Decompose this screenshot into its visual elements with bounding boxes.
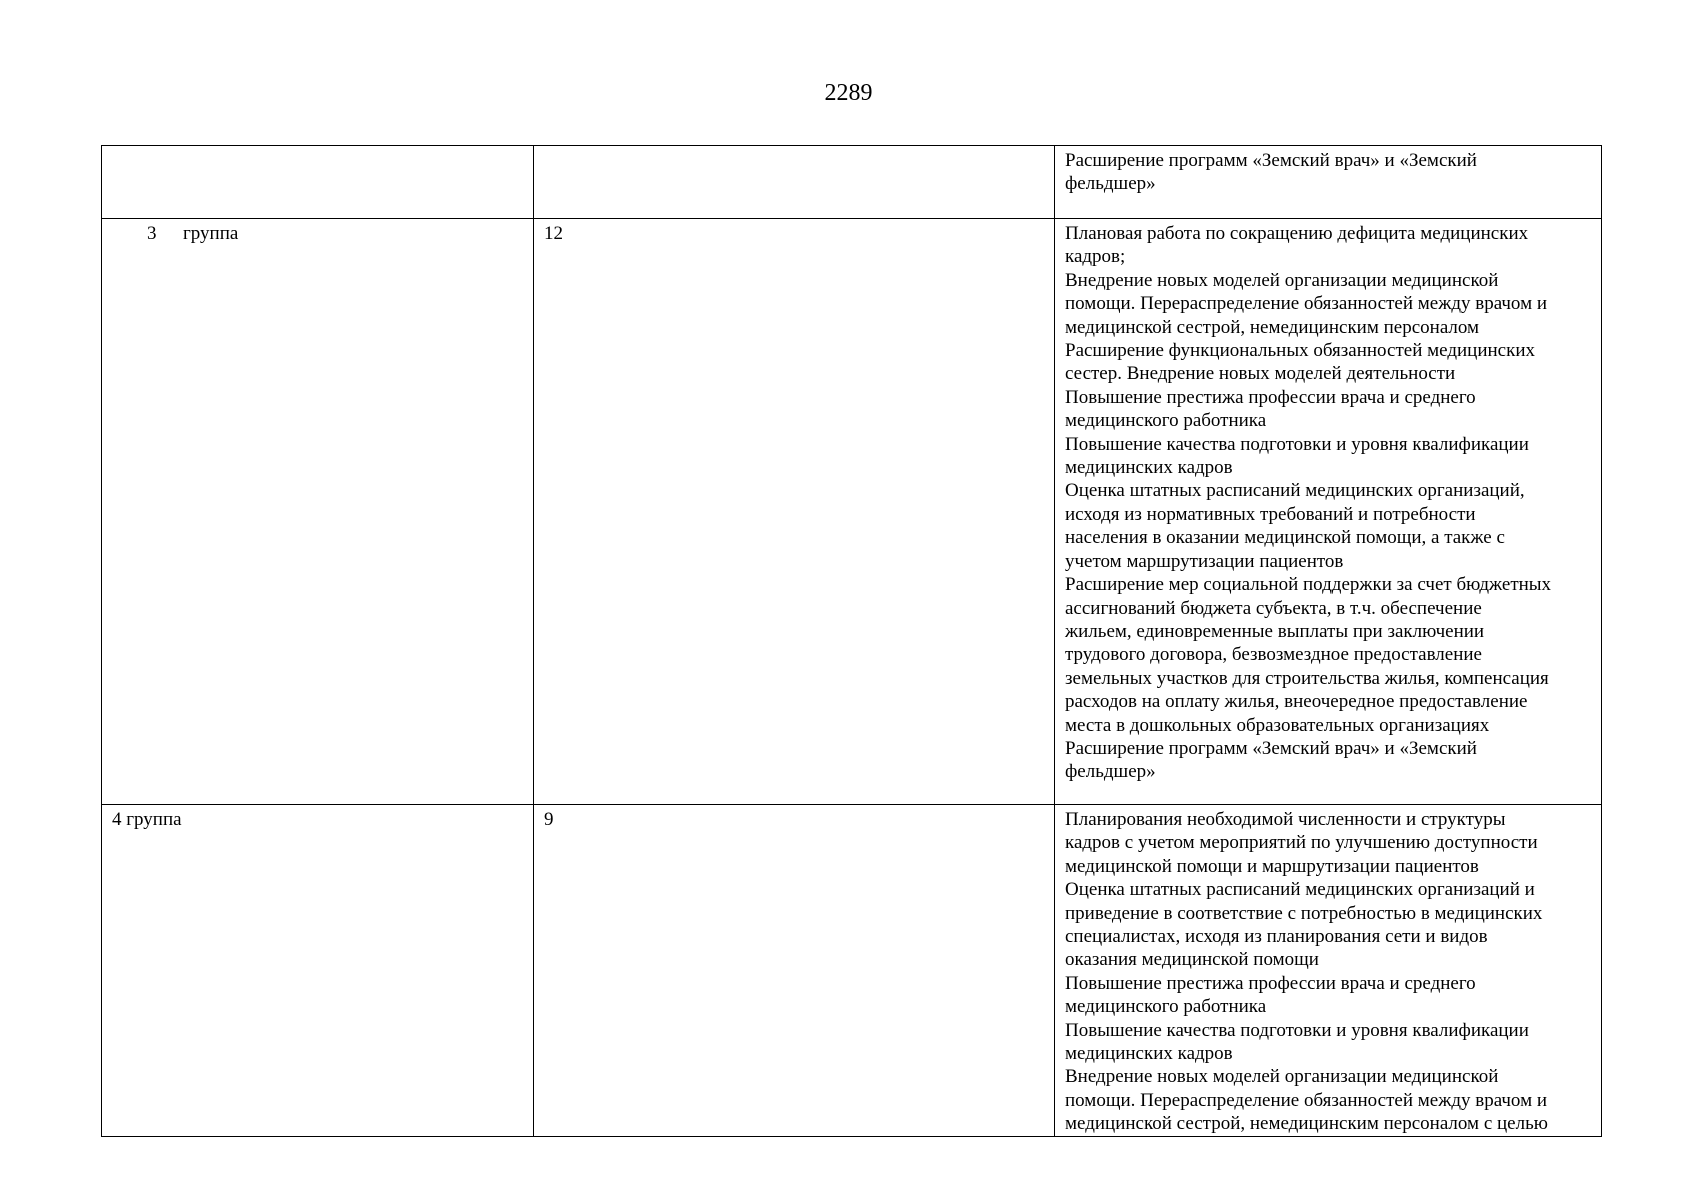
measure-line: приведение в соответствие с потребностью в медицинских <box>1065 902 1543 924</box>
group-cell <box>102 219 534 805</box>
measure-line: Оценка штатных расписаний медицинских организаций, <box>1065 480 1525 502</box>
measure-line: медицинского работника <box>1065 996 1267 1018</box>
group-number: 3 <box>147 223 157 244</box>
table-row <box>102 805 1602 1137</box>
measure-line: жильем, единовременные выплаты при заключении <box>1065 620 1485 642</box>
measure-line: медицинского работника <box>1065 410 1267 432</box>
measure-line: помощи. Перераспределение обязанностей между врачом и <box>1065 1089 1548 1111</box>
measures-cell <box>1055 146 1602 219</box>
measure-line: трудового договора, безвозмездное предоставление <box>1065 644 1482 666</box>
measure-line: Повышение престижа профессии врача и среднего <box>1065 386 1476 408</box>
group-cell: 4 группа <box>102 805 534 1137</box>
measure-line: ассигнований бюджета субъекта, в т.ч. обеспечение <box>1065 597 1482 619</box>
measure-line: Повышение качества подготовки и уровня квалификации <box>1065 433 1529 455</box>
measure-line: Расширение программ «Земский врач» и «Земский <box>1065 150 1477 171</box>
measures-table <box>101 145 1602 1137</box>
measure-line: медицинской помощи и маршрутизации пациентов <box>1065 855 1479 877</box>
measure-line: оказания медицинской помощи <box>1065 949 1319 971</box>
count-cell <box>534 146 1055 219</box>
count-cell: 9 <box>534 805 1055 1137</box>
measure-line: Планирования необходимой численности и структуры <box>1065 809 1506 830</box>
measures-cell <box>1055 219 1602 805</box>
measure-line: Плановая работа по сокращению дефицита медицинских <box>1065 223 1529 244</box>
measure-line: сестер. Внедрение новых моделей деятельности <box>1065 363 1456 385</box>
measure-line: помощи. Перераспределение обязанностей между врачом и <box>1065 293 1548 315</box>
measure-line: места в дошкольных образовательных организациях <box>1065 714 1490 736</box>
measure-line: медицинской сестрой, немедицинским персоналом <box>1065 316 1480 338</box>
measure-line: Оценка штатных расписаний медицинских организаций и <box>1065 879 1535 901</box>
measure-line: Внедрение новых моделей организации медицинской <box>1065 269 1499 291</box>
measure-line: медицинских кадров <box>1065 457 1233 479</box>
measure-line: Расширение функциональных обязанностей медицинских <box>1065 340 1535 362</box>
measure-line: Расширение мер социальной поддержки за счет бюджетных <box>1065 574 1552 596</box>
measure-line: земельных участков для строительства жилья, компенсация <box>1065 667 1549 689</box>
measure-line: фельдшер» <box>1065 173 1156 195</box>
measure-line: медицинских кадров <box>1065 1043 1233 1065</box>
measure-line: Расширение программ «Земский врач» и «Земский <box>1065 737 1477 759</box>
group-cell <box>102 146 534 219</box>
measure-line: кадров с учетом мероприятий по улучшению доступности <box>1065 832 1538 854</box>
measure-line: специалистах, исходя из планирования сети и видов <box>1065 926 1488 948</box>
count-cell: 12 <box>534 219 1055 805</box>
measure-line: медицинской сестрой, немедицинским персоналом с целью <box>1065 1113 1548 1135</box>
measure-line: Повышение качества подготовки и уровня квалификации <box>1065 1019 1529 1041</box>
measures-cell <box>1055 805 1602 1137</box>
page-number: 2289 <box>824 80 873 106</box>
measure-line: исходя из нормативных требований и потребности <box>1065 503 1476 525</box>
table-row <box>102 219 1602 805</box>
measure-line: Повышение престижа профессии врача и среднего <box>1065 972 1476 994</box>
measure-line: Внедрение новых моделей организации медицинской <box>1065 1066 1499 1088</box>
measure-line: кадров; <box>1065 246 1126 268</box>
measure-line: учетом маршрутизации пациентов <box>1065 550 1344 572</box>
measure-line: фельдшер» <box>1065 761 1156 783</box>
table-row <box>102 146 1602 219</box>
group-word: группа <box>183 223 239 244</box>
measure-line: расходов на оплату жилья, внеочередное предоставление <box>1065 691 1528 713</box>
measure-line: населения в оказании медицинской помощи, а также с <box>1065 527 1505 549</box>
